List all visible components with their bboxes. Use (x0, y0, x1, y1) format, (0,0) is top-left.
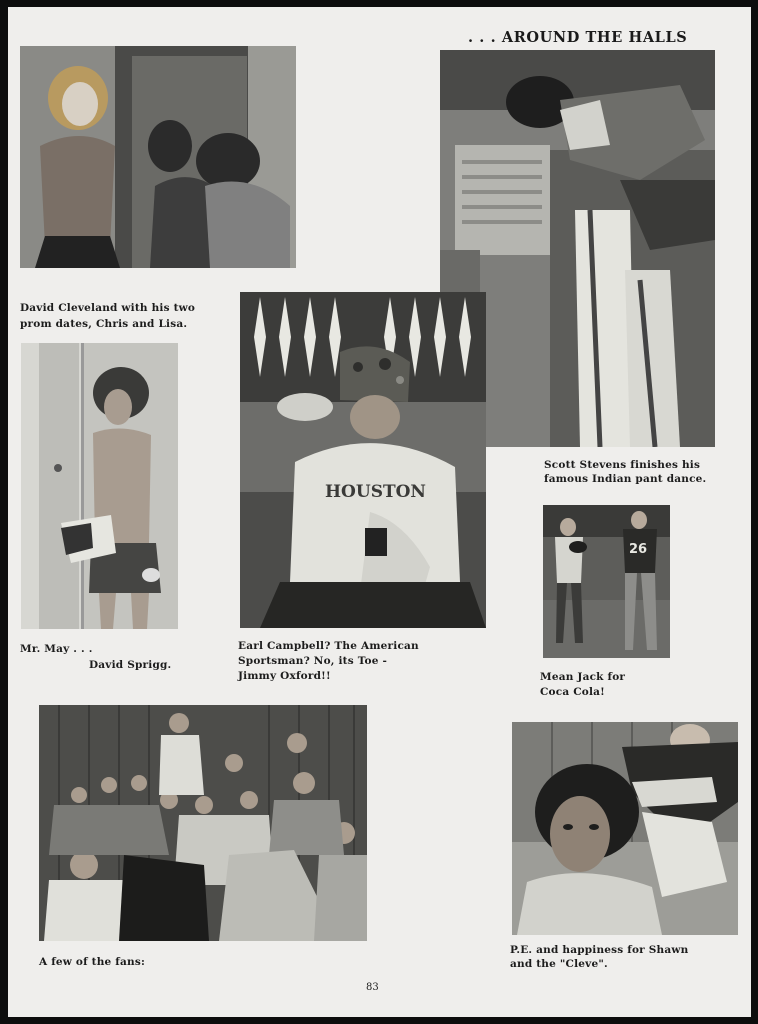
caption-campbell-line2: Sportsman? No, its Toe - (238, 655, 388, 667)
caption-campbell-line1: Earl Campbell? The American (238, 640, 419, 652)
caption-stevens-line1: Scott Stevens finishes his (544, 459, 701, 471)
photo-houston-shirt (240, 292, 486, 628)
caption-cleveland-line1: David Cleveland with his two (20, 302, 196, 314)
caption-cleveland-line2: prom dates, Chris and Lisa. (20, 318, 188, 330)
caption-jack-line2: Coca Cola! (540, 686, 605, 698)
caption-stevens-line2: famous Indian pant dance. (544, 473, 707, 485)
yearbook-page (8, 7, 751, 1017)
jersey-number: 26 (629, 542, 648, 557)
photo-prom-dates (20, 46, 296, 268)
caption-may-line1: Mr. May . . . (20, 643, 93, 655)
photo-fans (39, 705, 367, 941)
caption-fans: A few of the fans: (39, 956, 146, 968)
page-header: . . . AROUND THE HALLS (468, 29, 688, 46)
caption-campbell-line3: Jimmy Oxford!! (238, 670, 331, 682)
caption-may-line2: David Sprigg. (89, 659, 172, 671)
caption-pe-line1: P.E. and happiness for Shawn (510, 944, 689, 956)
photo-mean-jack (543, 505, 670, 658)
photo-pe-happiness (512, 722, 738, 935)
caption-jack-line1: Mean Jack for (540, 671, 626, 683)
photo-mr-may (21, 343, 178, 629)
shirt-houston-text: HOUSTON (325, 482, 426, 502)
caption-pe-line2: and the "Cleve". (510, 958, 608, 970)
page-number: 83 (366, 982, 379, 993)
